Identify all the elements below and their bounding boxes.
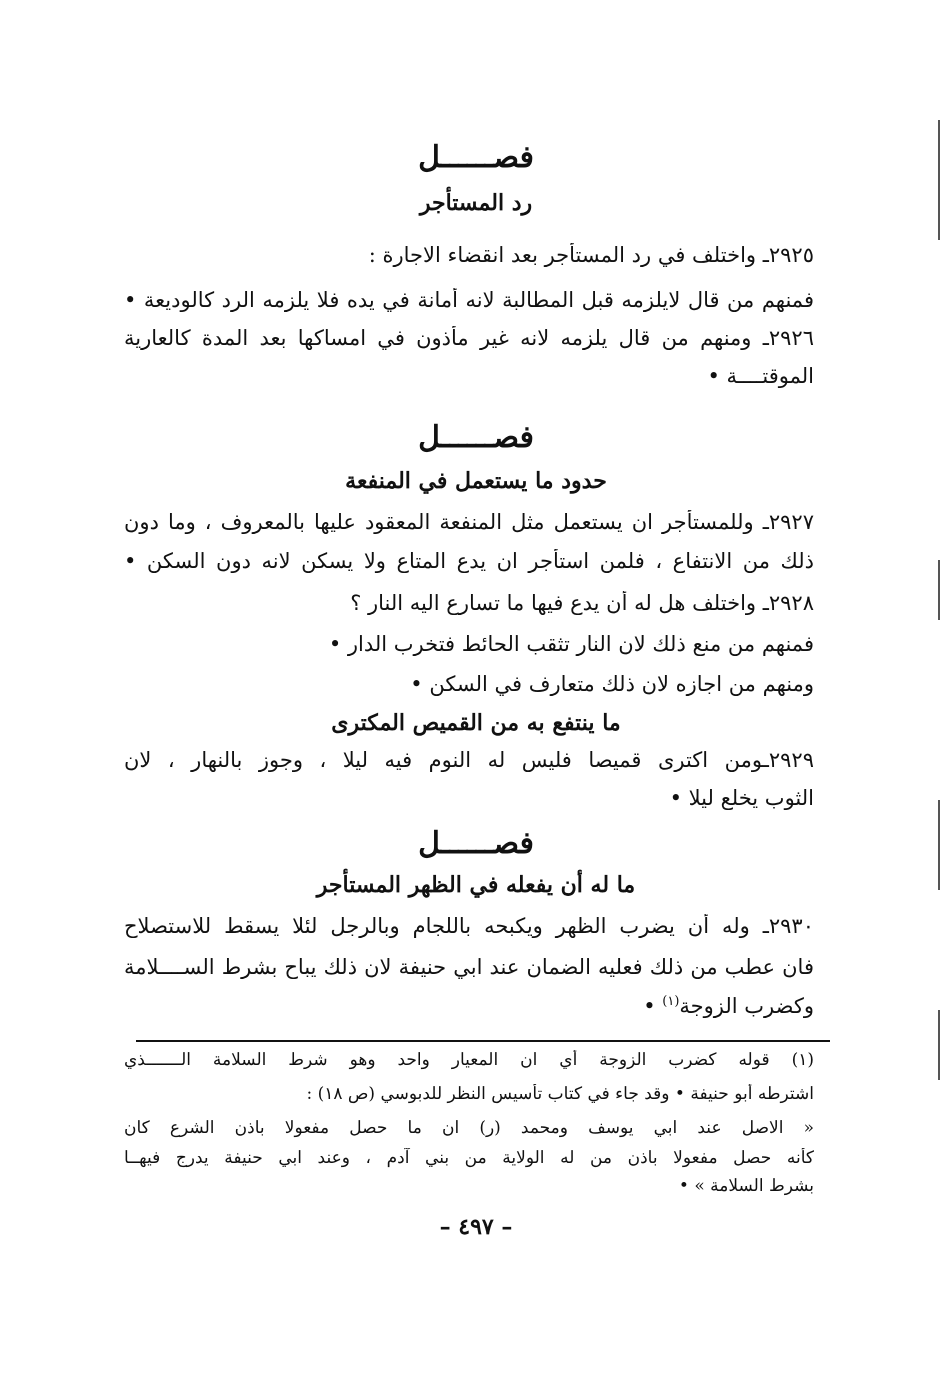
- page-number: – ٤٩٧ –: [439, 1214, 513, 1240]
- text-line: ٢٩٢٨ـ واختلف هل له أن يدع فيها ما تسارع اليه النار ؟: [350, 591, 814, 615]
- scan-edge-mark: [938, 560, 940, 620]
- text-line: ٢٩٢٩ـومن اكترى قميصا فليس له النوم فيه ليلا ، وجوز بالنهار ، لان: [124, 748, 814, 772]
- section-subheading: ما له أن يفعله في الظهر المستأجر: [316, 872, 636, 898]
- footnote-divider: [136, 1040, 830, 1042]
- section-subheading: رد المستأجر: [419, 190, 533, 216]
- footnote-marker: (١): [662, 994, 680, 1009]
- footnote-line: (١) قوله كضرب الزوجة أي ان المعيار واحد وهو شرط السلامة الـــــــذي: [124, 1050, 814, 1070]
- text-line: الموقتــــة •: [707, 364, 814, 388]
- footnote-line: « الاصل عند ابي يوسف ومحمد (ر) ان ما حصل مفعولا باذن الشرع كان: [124, 1118, 814, 1138]
- text-line: ومنهم من اجازه لان ذلك متعارف في السكن •: [410, 672, 814, 696]
- section-heading: فصــــــل: [418, 140, 534, 175]
- section-subheading: حدود ما يستعمل في المنفعة: [345, 468, 607, 494]
- text-line: فان عطب من ذلك فعليه الضمان عند ابي حنيفة لان ذلك يباح بشرط الســــلامة: [124, 955, 814, 979]
- footnote-line: بشرط السلامة » •: [678, 1176, 814, 1196]
- text-line: ٢٩٢٦ـ ومنهم من قال يلزمه لانه غير مأذون في امساكها بعد المدة كالعارية: [124, 326, 814, 350]
- text-line: [124, 994, 814, 1018]
- text-line: ٢٩٢٥ـ واختلف في رد المستأجر بعد انقضاء الاجارة :: [368, 243, 814, 267]
- text-run: وكضرب الزوجة: [679, 994, 814, 1018]
- end-mark: •: [643, 994, 656, 1018]
- scan-edge-mark: [938, 1010, 940, 1080]
- scan-edge-mark: [938, 120, 940, 240]
- text-line: ذلك من الانتفاع ، فلمن استأجر ان يدع المتاع ولا يسكن لانه دون السكن •: [124, 549, 814, 573]
- inner-heading: ما ينتفع به من القميص المكترى: [331, 710, 621, 736]
- text-line: ٢٩٢٧ـ وللمستأجر ان يستعمل مثل المنفعة المعقود عليها بالمعروف ، وما دون: [124, 510, 814, 534]
- text-line: فمنهم من قال لايلزمه قبل المطالبة لانه أمانة في يده فلا يلزمه الرد كالوديعة •: [124, 288, 814, 312]
- footnote-line: كأنه حصل مفعولا باذن من له الولاية من بني آدم ، وعند ابي حنيفة يدرج فيهــا: [124, 1148, 814, 1168]
- text-line: ٢٩٣٠ـ وله أن يضرب الظهر ويكبحه باللجام وبالرجل لئلا يسقط للاستصلاح: [124, 914, 814, 938]
- text-line: الثوب يخلع ليلا •: [669, 786, 814, 810]
- footnote-line: اشترطه أبو حنيفة • وقد جاء في كتاب تأسيس النظر للدبوسي (ص ١٨) :: [306, 1084, 814, 1104]
- section-heading: فصــــــل: [418, 420, 534, 455]
- text-line: فمنهم من منع ذلك لان النار تثقب الحائط فتخرب الدار •: [328, 632, 814, 656]
- section-heading: فصــــــل: [418, 826, 534, 861]
